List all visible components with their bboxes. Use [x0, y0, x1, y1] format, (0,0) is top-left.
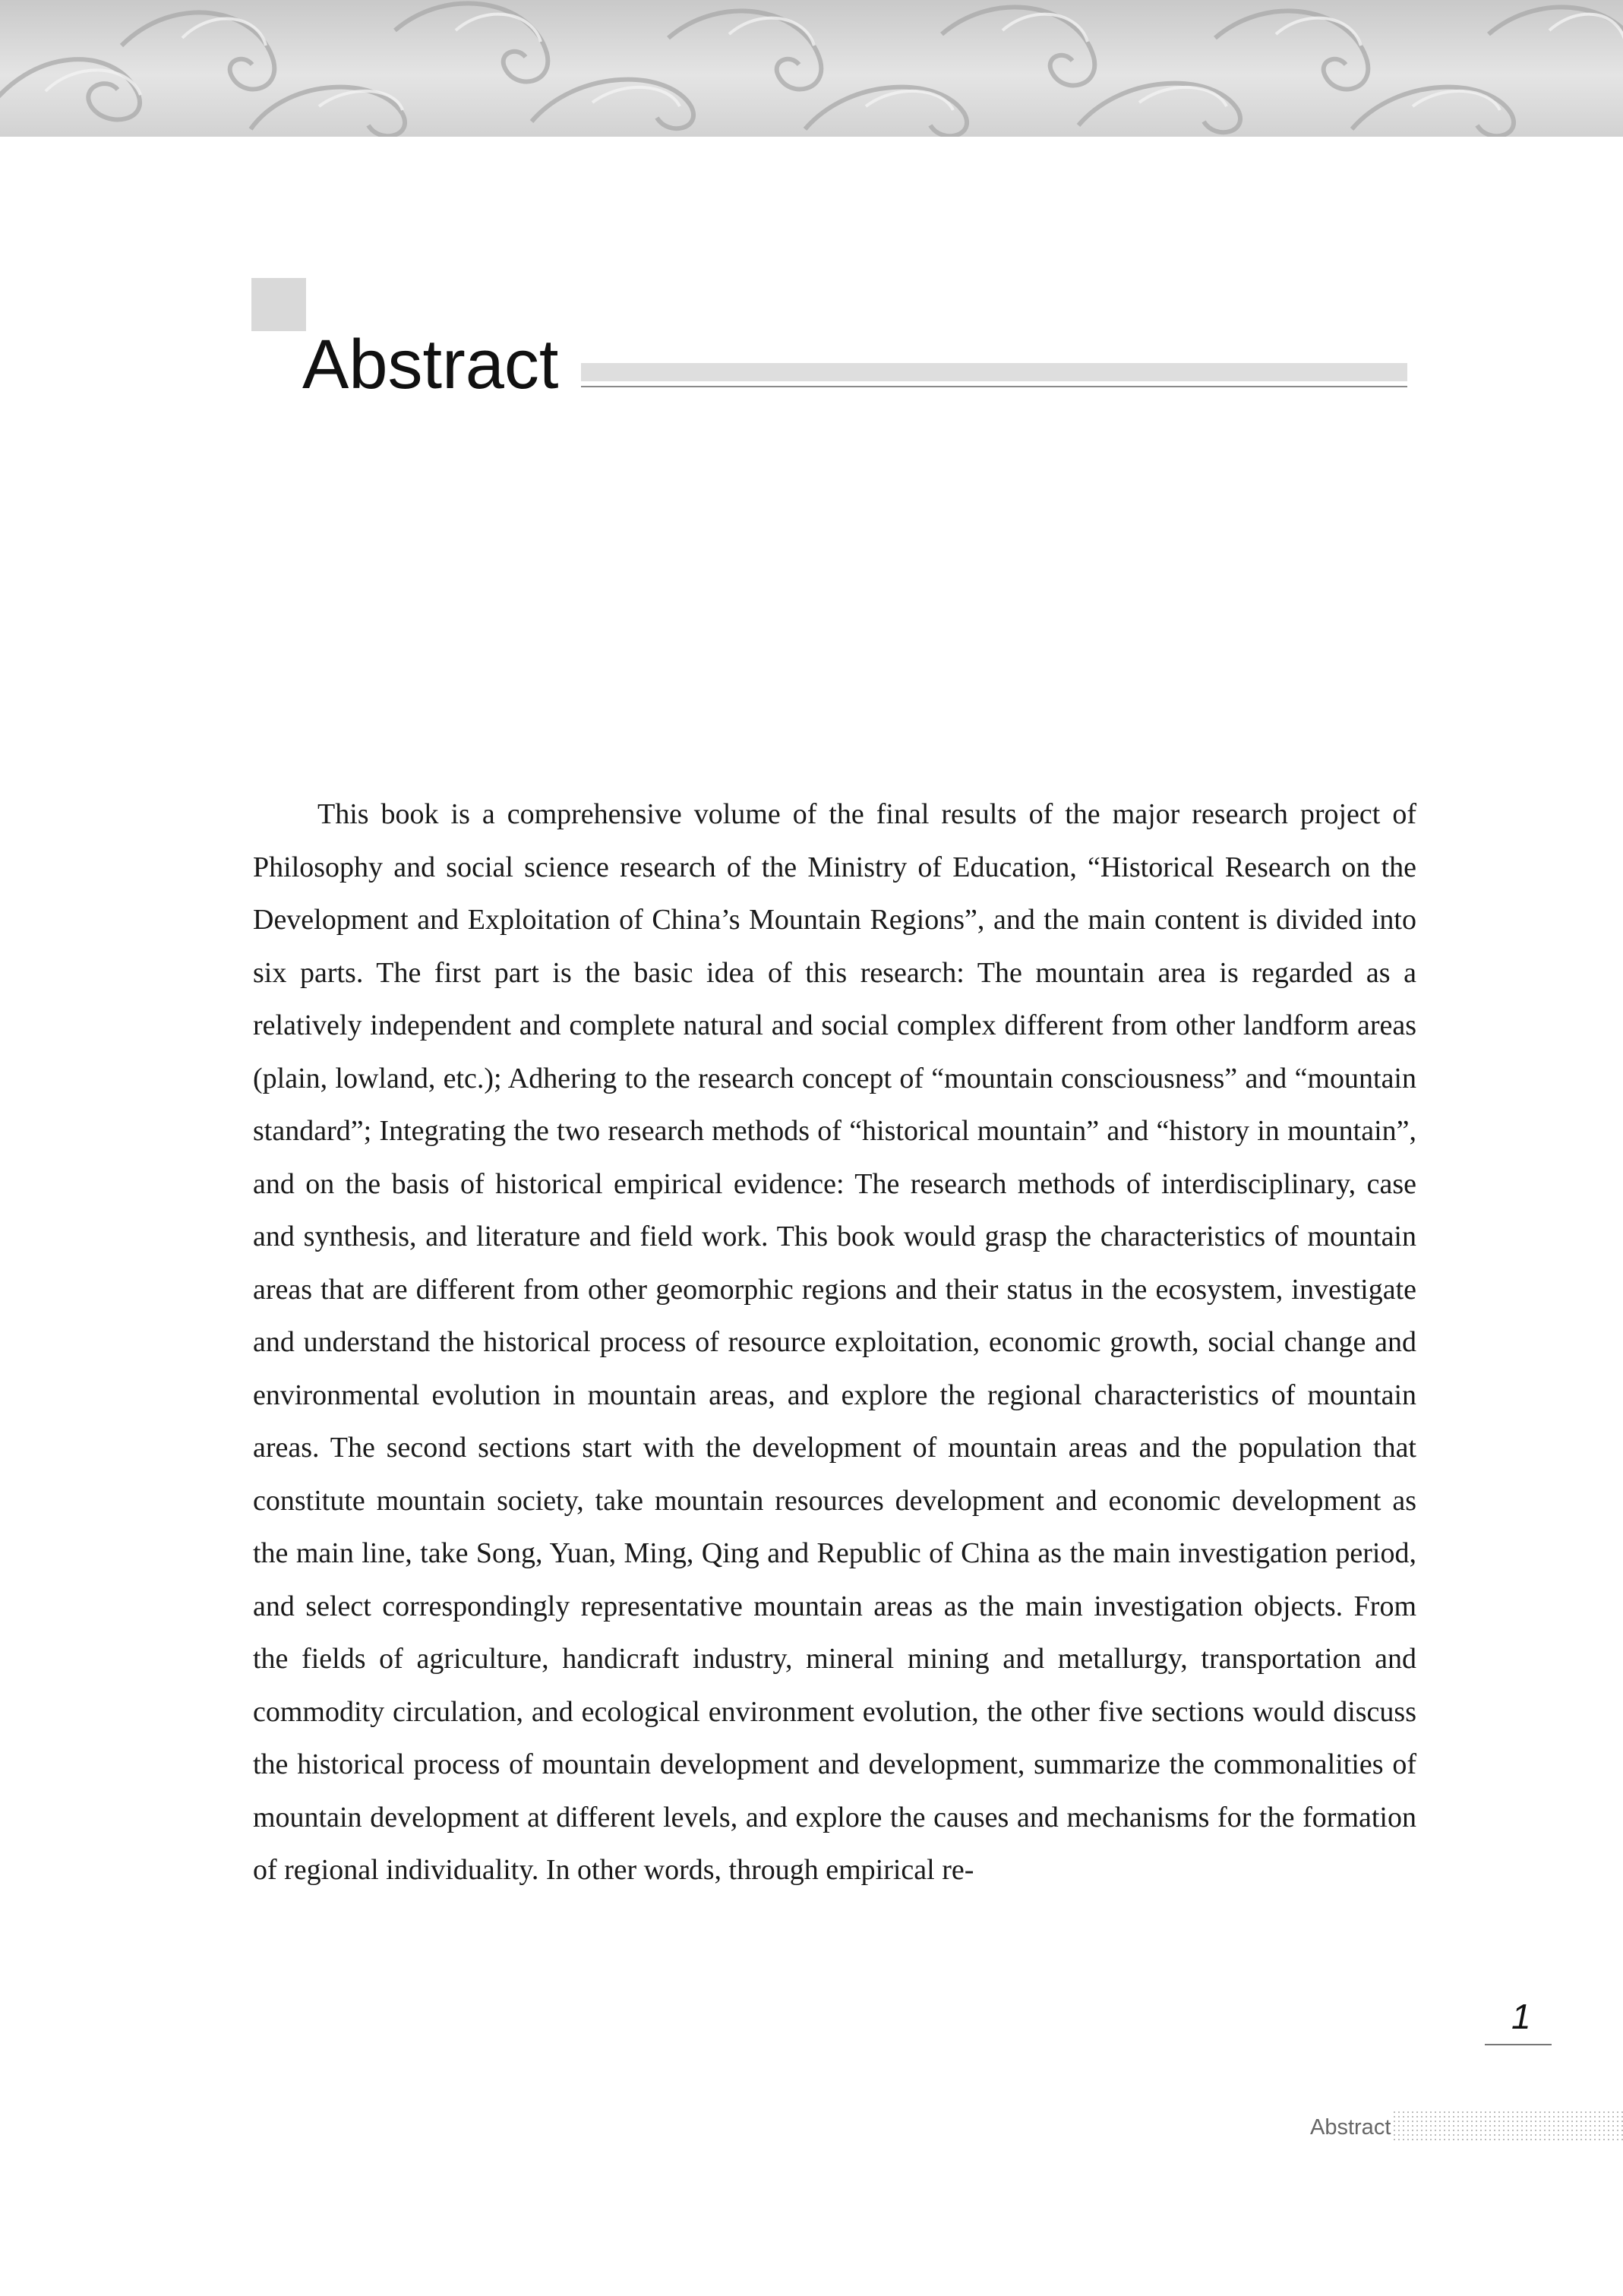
title-rule-thick	[581, 363, 1407, 381]
footer-dot-pattern	[1392, 2110, 1623, 2142]
page-title: Abstract	[302, 326, 559, 403]
page-number-rule	[1485, 2044, 1552, 2045]
title-marker-square	[251, 278, 306, 331]
header-banner	[0, 0, 1623, 137]
cloud-pattern-decoration	[0, 0, 1623, 137]
running-footer: Abstract	[1310, 2115, 1391, 2140]
abstract-body: This book is a comprehensive volume of the final results of the major research project of Philosophy and social science research of the Ministry of Education, “Historical Research on the Development and Exploitation of China’s Mountain Regions”, and the main content is divided into six parts. The first part is the basic idea of this research: The mountain area is regarded as a relatively independent and complete natural and social complex different from other landform areas (plain, lowland, etc.); Adhering to the research concept of “mountain consciousness” and “mountain standard”; Integrating the two research methods of “historical mountain” and “history in mountain”, and on the basis of historical empirical evidence: The research methods of interdisciplinary, case and synthesis, and literature and field work. This book would grasp the characteristics of mountain areas that are different from other geomorphic regions and their status in the ecosystem, investigate and understand the historical process of resource exploitation, economic growth, social change and environmental evolution in mountain areas, and explore the regional characteristics of mountain areas. The second sections start with the development of mountain areas and the population that constitute mountain society, take mountain resources development and economic development as the main line, take Song, Yuan, Ming, Qing and Republic of China as the main investigation period, and select correspondingly representative mountain areas as the main investigation objects. From the fields of agriculture, handicraft industry, mineral mining and metallurgy, transportation and commodity circulation, and ecological environment evolution, the other five sections would discuss the historical process of mountain development and development, summarize the commonalities of mountain development at different levels, and explore the causes and mechanisms for the formation of regional individuality. In other words, through empirical re-	[253, 798, 1416, 1886]
title-rule-thin	[581, 386, 1407, 387]
page-number: 1	[1511, 1997, 1531, 2036]
